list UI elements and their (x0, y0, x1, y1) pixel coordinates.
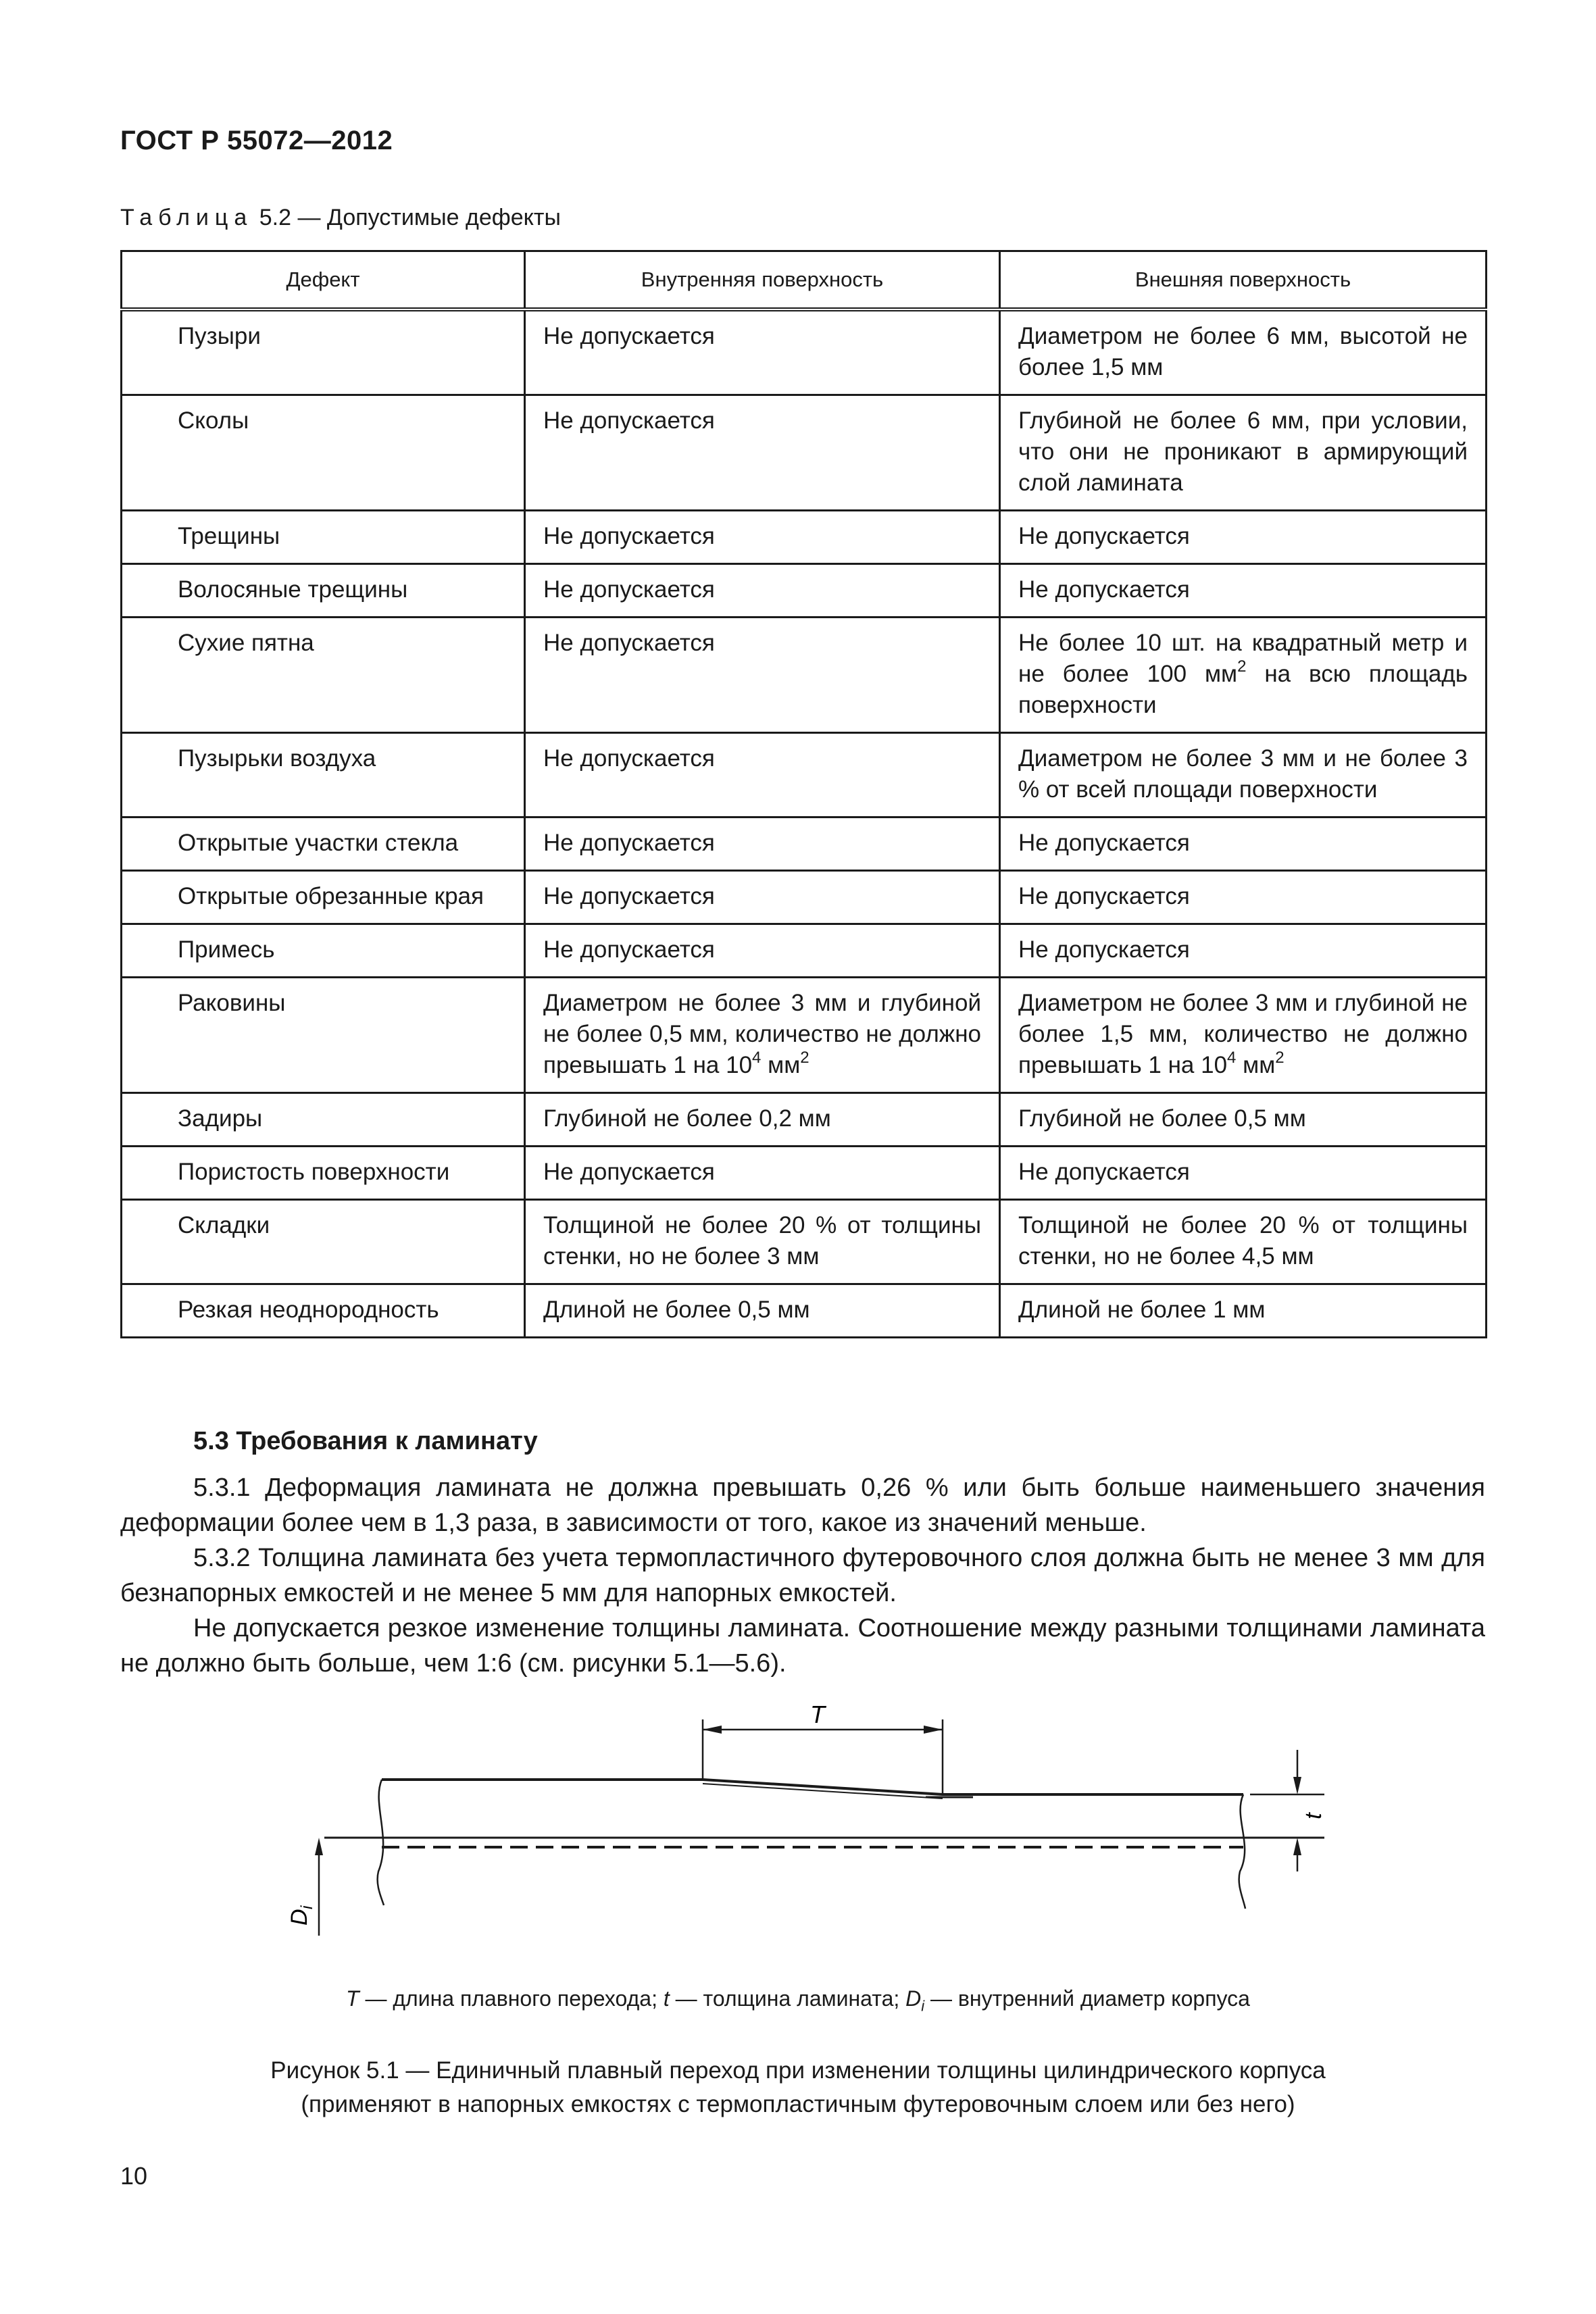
cell-outer: Толщиной не более 20 % от толщины стенки, но не более 4,5 мм (1000, 1200, 1487, 1284)
cell-outer-text: Диаметром не более 3 мм и глубиной не более 1,5 мм, количество не должно превышать 1 на 10 (1018, 990, 1468, 1078)
cell-outer: Не допускается (1000, 564, 1487, 618)
break-line-left (378, 1780, 384, 1905)
label-D-subscript: i (298, 1905, 316, 1909)
cell-defect: Открытые участки стекла (122, 818, 525, 871)
cell-inner: Не допускается (525, 511, 1000, 564)
defects-table (120, 250, 1487, 1338)
cell-defect: Открытые обрезанные края (122, 871, 525, 924)
cell-defect: Сухие пятна (122, 618, 525, 733)
table-caption (120, 205, 561, 231)
arrow-head (315, 1838, 323, 1855)
legend-symbol-t: t (663, 1986, 670, 2011)
figure-caption-line: Рисунок 5.1 — Единичный плавный переход при изменении толщины цилиндрического корпуса (270, 2057, 1326, 2084)
legend-subscript: i (921, 1997, 925, 2015)
cell-defect: Задиры (122, 1093, 525, 1147)
column-header-inner: Внутренняя поверхность (525, 251, 1000, 310)
table-row (122, 871, 1487, 924)
cell-outer: Диаметром не более 3 мм и не более 3 % от всей площади поверхности (1000, 733, 1487, 818)
cell-outer: Глубиной не более 6 мм, при условии, что они не проникают в армирующий слой ламината (1000, 395, 1487, 511)
cell-defect: Сколы (122, 395, 525, 511)
cell-defect: Раковины (122, 978, 525, 1093)
cell-inner: Толщиной не более 20 % от толщины стенки, но не более 3 мм (525, 1200, 1000, 1284)
paragraph-5-3-1 (120, 1470, 1485, 1540)
cell-inner: Не допускается (525, 395, 1000, 511)
section-title: 5.3 Требования к ламинату (193, 1427, 538, 1455)
table-row (122, 1093, 1487, 1147)
cell-outer-text: мм (1236, 1052, 1276, 1078)
cell-outer (1000, 618, 1487, 733)
cell-defect: Пузырьки воздуха (122, 733, 525, 818)
table-row (122, 309, 1487, 395)
cell-defect: Резкая неоднородность (122, 1284, 525, 1338)
cell-outer: Не допускается (1000, 511, 1487, 564)
paragraph-text: 5.3.1 Деформация ламината не должна превышать 0,26 % или быть больше наименьшего значения деформации более чем в 1,3 раза, в зависимости от того, какое из значений меньше. (120, 1474, 1485, 1537)
table-row (122, 564, 1487, 618)
legend-text: — внутренний диаметр корпуса (924, 1986, 1250, 2011)
cell-inner: Не допускается (525, 309, 1000, 395)
cell-outer: Диаметром не более 6 мм, высотой не более 1,5 мм (1000, 309, 1487, 395)
legend-symbol-T: T (346, 1986, 359, 2011)
label-t: t (1301, 1813, 1326, 1819)
table-row (122, 618, 1487, 733)
cell-outer: Не допускается (1000, 818, 1487, 871)
superscript: 2 (1237, 657, 1247, 676)
cell-inner: Не допускается (525, 564, 1000, 618)
cell-defect: Волосяные трещины (122, 564, 525, 618)
paragraph-5-3-2 (120, 1540, 1485, 1611)
cell-defect: Примесь (122, 924, 525, 978)
superscript: 2 (1275, 1049, 1285, 1067)
cell-outer: Не допускается (1000, 924, 1487, 978)
cell-inner: Длиной не более 0,5 мм (525, 1284, 1000, 1338)
laminate-outer-surface (382, 1780, 1243, 1794)
label-Di (286, 1905, 316, 1926)
legend-text: — длина плавного перехода; (359, 1986, 664, 2011)
cell-inner: Не допускается (525, 818, 1000, 871)
figure-thickness-transition (284, 1703, 1365, 1973)
cell-defect: Пузыри (122, 309, 525, 395)
document-header: ГОСТ Р 55072—2012 (120, 126, 393, 155)
cell-defect: Трещины (122, 511, 525, 564)
cell-outer: Не допускается (1000, 871, 1487, 924)
table-row (122, 733, 1487, 818)
cell-outer-text: Не более 10 шт. на квадратный метр и не более 100 мм (1018, 630, 1468, 687)
table-row (122, 924, 1487, 978)
cell-defect: Пористость поверхности (122, 1147, 525, 1200)
superscript: 4 (752, 1049, 762, 1067)
cell-inner: Не допускается (525, 733, 1000, 818)
table-caption-title: 5.2 — Допустимые дефекты (259, 205, 561, 230)
column-header-outer: Внешняя поверхность (1000, 251, 1487, 310)
table-row (122, 818, 1487, 871)
cell-inner: Не допускается (525, 1147, 1000, 1200)
column-header-defect: Дефект (122, 251, 525, 310)
cell-inner-text: мм (761, 1052, 801, 1078)
table-row (122, 1147, 1487, 1200)
figure-caption (120, 2054, 1476, 2121)
cell-inner: Не допускается (525, 924, 1000, 978)
paragraph-text: 5.3.2 Толщина ламината без учета термопластичного футеровочного слоя должна быть не менее 3 мм для безнапорных емкостей и не менее 5 мм для напорных емкостей. (120, 1544, 1485, 1607)
cell-inner: Не допускается (525, 871, 1000, 924)
paragraph-thickness-change (120, 1611, 1485, 1681)
arrow-head (924, 1726, 943, 1734)
cell-outer: Длиной не более 1 мм (1000, 1284, 1487, 1338)
table-row (122, 511, 1487, 564)
cell-outer (1000, 978, 1487, 1093)
table-row (122, 1284, 1487, 1338)
arrow-head (1293, 1838, 1301, 1855)
label-D: D (286, 1909, 312, 1926)
table-caption-label: Таблица (120, 205, 253, 230)
cell-inner: Не допускается (525, 618, 1000, 733)
table-header-row (122, 251, 1487, 310)
superscript: 4 (1227, 1049, 1237, 1067)
figure-caption-line: (применяют в напорных емкостях с термопластичным футеровочным слоем или без него) (301, 2091, 1295, 2117)
cell-outer: Глубиной не более 0,5 мм (1000, 1093, 1487, 1147)
table-row (122, 1200, 1487, 1284)
cell-outer: Не допускается (1000, 1147, 1487, 1200)
figure-legend (120, 1986, 1476, 2015)
arrow-head (1293, 1777, 1301, 1794)
superscript: 2 (800, 1049, 809, 1067)
cell-inner-text: Диаметром не более 3 мм и глубиной не более 0,5 мм, количество не должно превышать 1 на 10 (543, 990, 981, 1078)
label-T: T (810, 1703, 825, 1728)
cell-defect: Складки (122, 1200, 525, 1284)
legend-text: — толщина ламината; (669, 1986, 906, 2011)
cell-inner (525, 978, 1000, 1093)
cell-inner: Глубиной не более 0,2 мм (525, 1093, 1000, 1147)
table-row (122, 978, 1487, 1093)
table-row (122, 395, 1487, 511)
paragraph-text: Не допускается резкое изменение толщины ламината. Соотношение между разными толщинами ламината не должно быть больше, чем 1:6 (см. рисунки 5.1—5.6). (120, 1614, 1485, 1678)
cell-outer-text: на всю площадь поверхности (1018, 661, 1468, 718)
arrow-head (703, 1726, 722, 1734)
legend-symbol-D: D (905, 1986, 922, 2011)
break-line-right (1239, 1794, 1245, 1909)
page-number: 10 (120, 2162, 148, 2190)
